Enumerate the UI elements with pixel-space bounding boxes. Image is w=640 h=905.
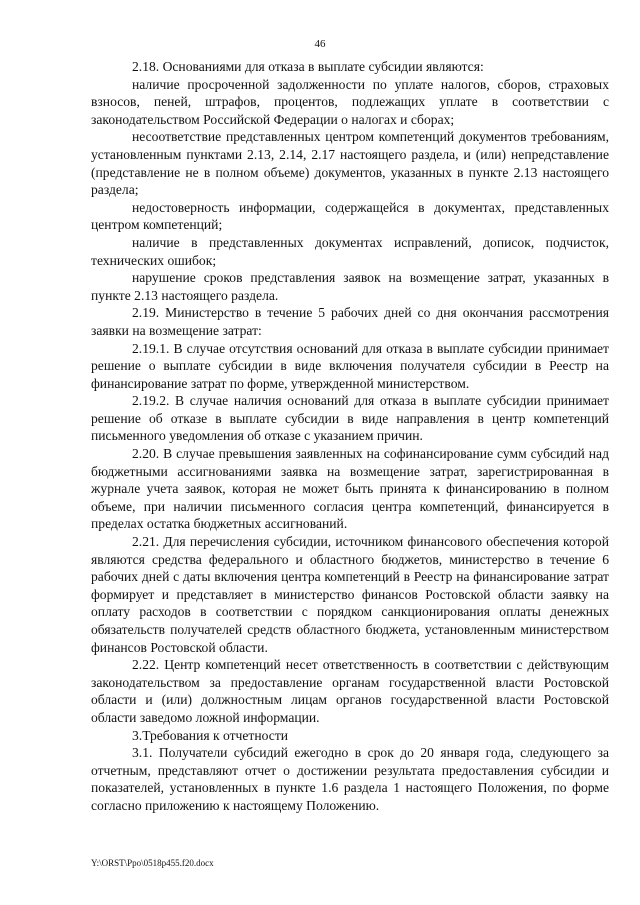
document-body: [91, 58, 609, 815]
paragraph-2-20: 2.20. В случае превышения заявленных на софинансирование сумм субсидий над бюджетными ассигнованиями заявка на возмещение затрат, зарегистрированная в журнале учета заявок, которая не может быть принята к финансированию в полном объеме, при наличии письменного согласия центра компетенций, финансируется в пределах остатка бюджетных ассигнований.: [91, 446, 609, 532]
paragraph-2-22: 2.22. Центр компетенций несет ответственность в соответствии с действующим законодательством за предоставление органам государственной власти Ростовской области и (или) должностным лицам органов государственной власти Ростовской области заведомо ложной информации.: [91, 657, 609, 725]
paragraph-ground-unreliable-info: недостоверность информации, содержащейся в документах, представленных центром компетенций;: [91, 199, 609, 233]
paragraph-2-21: 2.21. Для перечисления субсидии, источником финансового обеспечения которой являются средства федерального и областного бюджетов, министерство в течение 6 рабочих дней с даты включения центра компетенций в Реестр на финансирование затрат формирует и представляет в министерство финансов Ростовской области заявку на оплату расходов в соответствии с порядком санкционирования оплаты денежных обязательств получателей средств областного бюджета, установленным министерством финансов Ростовской области.: [91, 534, 609, 655]
paragraph-3-1: 3.1. Получатели субсидий ежегодно в срок до 20 января года, следующего за отчетным, представляют отчет о достижении результата предоставления субсидии и показателей, установленных в пункте 1.6 раздела 1 настоящего Положения, по форме согласно приложению к настоящему Положению.: [91, 745, 609, 813]
section-heading: 3.Требования к отчетности: [132, 727, 289, 743]
paragraph-ground-deadline: нарушение сроков представления заявок на возмещение затрат, указанных в пункте 2.13 настоящего раздела.: [91, 270, 609, 303]
paragraph-ground-corrections: наличие в представленных документах исправлений, дописок, подчисток, технических ошибок;: [91, 234, 609, 268]
paragraph-2-18: 2.18. Основаниями для отказа в выплате субсидии являются:: [132, 59, 484, 74]
paragraph-ground-tax-debt: наличие просроченной задолженности по уплате налогов, сборов, страховых взносов, пеней, штрафов, процентов, подлежащих уплате в соответствии с законодательством Российской Федерации о налогах и сборах;: [91, 76, 609, 127]
paragraph-2-19-2: 2.19.2. В случае наличия оснований для отказа в выплате субсидии принимает решение об отказе в выплате субсидии в виде направления в центр компетенций письменного уведомления об отказе с указанием причин.: [91, 393, 609, 444]
paragraph-2-19: 2.19. Министерство в течение 5 рабочих дней со дня окончания рассмотрения заявки на возмещение затрат:: [91, 305, 609, 338]
paragraph-ground-documents-mismatch: несоответствие представленных центром компетенций документов требованиям, установленным пунктами 2.13, 2.14, 2.17 настоящего раздела, и (или) непредставление (представление не в полном объеме) документов, указанных в пункте 2.13 настоящего раздела;: [91, 129, 609, 198]
footer-file-path: Y:\ORST\Ppo\0518p455.f20.docx: [91, 858, 214, 868]
paragraph-2-19-1: 2.19.1. В случае отсутствия оснований для отказа в выплате субсидии принимает решение о выплате субсидии в виде включения получателя субсидии в Реестр на финансирование затрат по форме, утвержденной министерством.: [91, 340, 609, 391]
page-number: 46: [314, 38, 326, 50]
